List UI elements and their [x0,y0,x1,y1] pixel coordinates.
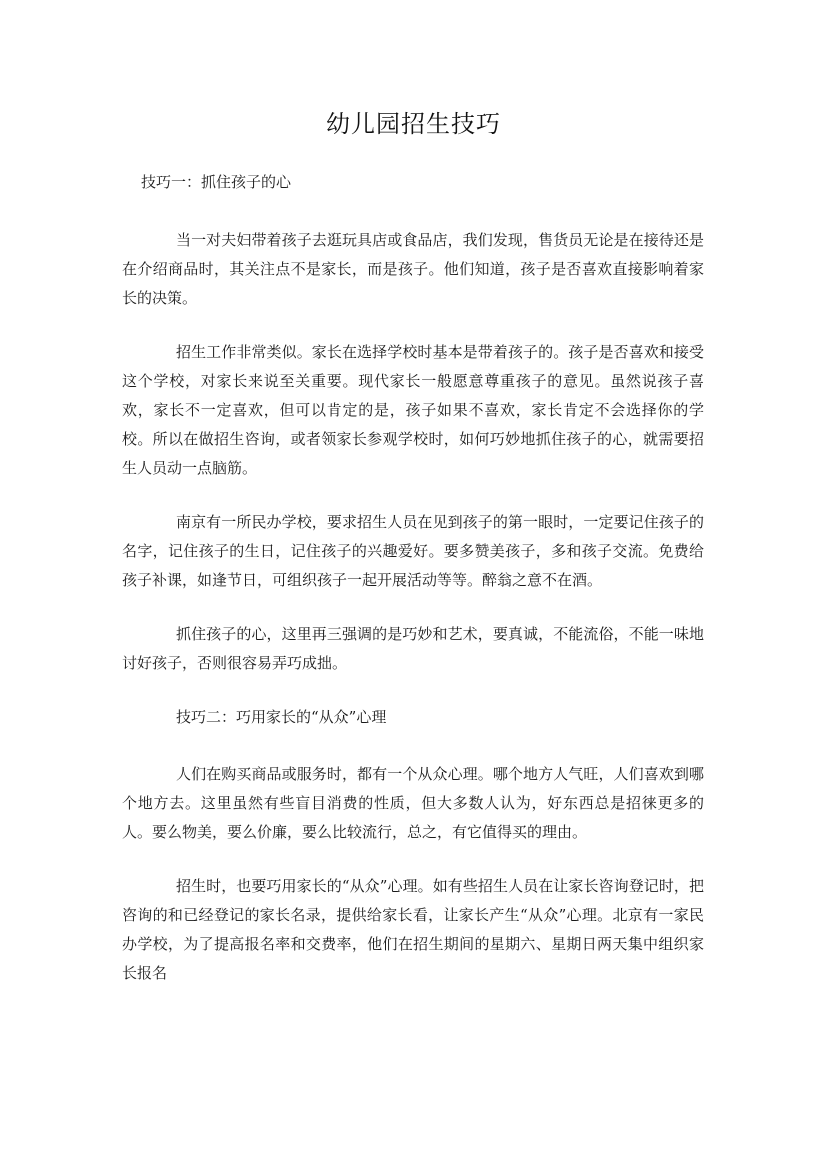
paragraph: 招生工作非常类似。家长在选择学校时基本是带着孩子的。孩子是否喜欢和接受这个学校，对家长来说至关重要。现代家长一般愿意尊重孩子的意见。虽然说孩子喜欢，家长不一定喜欢，但可以肯定的是，孩子如果不喜欢，家长肯定不会选择你的学校。所以在做招生咨询，或者领家长参观学校时，如何巧妙地抓住孩子的心，就需要招生人员动一点脑筋。 [122,343,704,477]
section-heading-2: 技巧二：巧用家长的“从众”心理 [176,708,387,726]
paragraph: 南京有一所民办学校，要求招生人员在见到孩子的第一眼时，一定要记住孩子的名字，记住孩子的生日，记住孩子的兴趣爱好。要多赞美孩子，多和孩子交流。免费给孩子补课，如逢节日，可组织孩子一起开展活动等等。醉翁之意不在酒。 [122,513,704,589]
document-title: 幼儿园招生技巧 [326,110,501,138]
paragraph: 抓住孩子的心，这里再三强调的是巧妙和艺术，要真诚，不能流俗，不能一味地讨好孩子，否则很容易弄巧成拙。 [122,625,704,672]
section-heading-1: 技巧一：抓住孩子的心 [141,173,292,191]
paragraph: 当一对夫妇带着孩子去逛玩具店或食品店，我们发现，售货员无论是在接待还是在介绍商品时，其关注点不是家长，而是孩子。他们知道，孩子是否喜欢直接影响着家长的决策。 [122,231,704,307]
document-body [122,226,704,1013]
paragraph: 招生时，也要巧用家长的“从众”心理。如有些招生人员在让家长咨询登记时，把咨询的和已经登记的家长名录，提供给家长看，让家长产生“从众”心理。北京有一家民办学校，为了提高报名率和交费率，他们在招生期间的星期六、星期日两天集中组织家长报名 [122,877,704,982]
paragraph: 人们在购买商品或服务时，都有一个从众心理。哪个地方人气旺，人们喜欢到哪个地方去。这里虽然有些盲目消费的性质，但大多数人认为，好东西总是招徕更多的人。要么物美，要么价廉，要么比较流行，总之，有它值得买的理由。 [122,765,704,841]
